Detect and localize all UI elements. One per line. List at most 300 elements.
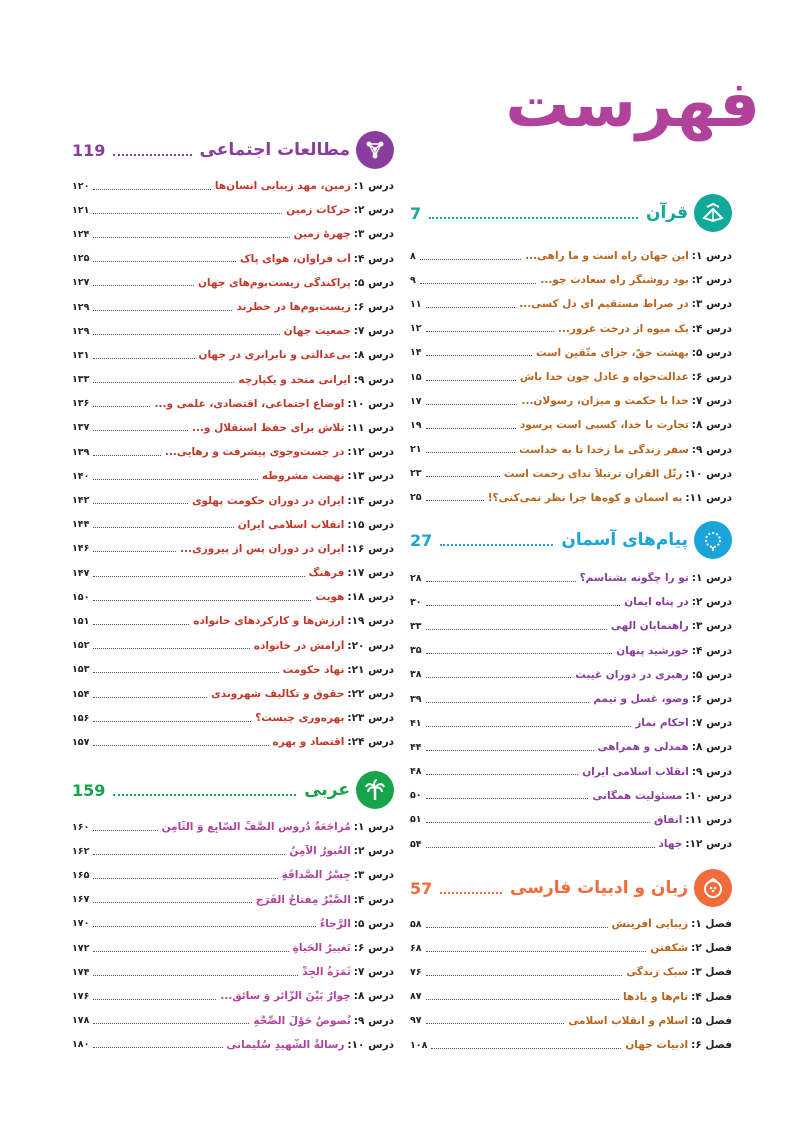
toc-leader-dots xyxy=(93,261,235,262)
toc-entry-title: اَلصَّبْرُ مِفتاحُ الْفَرَجِ xyxy=(255,893,351,906)
toc-entry[interactable] xyxy=(72,368,394,392)
toc-entry[interactable] xyxy=(72,730,394,754)
toc-leader-dots xyxy=(93,721,251,722)
page-title: فهرست xyxy=(505,68,760,142)
toc-entry-page: ۱۲۷ xyxy=(72,277,90,289)
toc-entry-page: ۲۳ xyxy=(410,468,422,480)
toc-entry-title: اسلام و انقلاب اسلامی xyxy=(568,1014,689,1027)
toc-leader-dots xyxy=(426,307,516,308)
toc-entry-label: فصل ۶: xyxy=(691,1039,732,1052)
toc-entry-title: جهاد xyxy=(658,838,683,851)
toc-entry-page: ۱۷۲ xyxy=(72,942,90,954)
toc-leader-dots xyxy=(426,380,516,381)
toc-leader-dots xyxy=(93,189,211,190)
toc-entry-label: درس ۵: xyxy=(691,668,732,681)
toc-entry-page: ۷۶ xyxy=(410,966,422,978)
toc-entry-title: نهاد حکومت xyxy=(282,663,345,676)
toc-entry-page: ۱۳۳ xyxy=(72,374,90,386)
toc-entry-title: در جست‌وجوی پیشرفت و رهایی... xyxy=(164,446,345,459)
toc-entry[interactable] xyxy=(410,832,732,856)
toc-entry[interactable] xyxy=(72,319,394,343)
toc-leader-dots xyxy=(93,951,288,952)
section-page-farsi: 57 xyxy=(410,878,433,898)
toc-entry[interactable] xyxy=(72,706,394,730)
toc-entry[interactable] xyxy=(410,341,732,365)
section-header-quran[interactable] xyxy=(410,191,732,235)
toc-entry-label: درس ۶: xyxy=(691,371,732,384)
toc-entry[interactable] xyxy=(410,566,732,590)
toc-leader-dots xyxy=(93,600,311,601)
toc-entry-page: ۵۸ xyxy=(410,918,422,930)
toc-entry-label: درس ۵: xyxy=(353,276,394,289)
toc-entry-title: انقلاب اسلامی ایران xyxy=(582,765,689,778)
toc-entry-title: ادبیات جهان xyxy=(625,1039,689,1052)
toc-leader-dots xyxy=(93,285,194,286)
toc-entry-label: درس ۸: xyxy=(353,990,394,1003)
toc-entry-page: ۱۷۶ xyxy=(72,990,90,1002)
toc-leader-dots xyxy=(93,430,188,431)
toc-leader-dots xyxy=(431,1048,621,1049)
toc-entry-title: جِسْرُ الصَّداقَةِ xyxy=(281,869,351,882)
toc-entry[interactable] xyxy=(72,609,394,633)
toc-entry-label: درس ۲: xyxy=(691,596,732,609)
section-leader-dots xyxy=(113,794,296,796)
toc-list-arabi xyxy=(72,815,394,1057)
toc-entry-label: درس ۱۷: xyxy=(347,567,394,580)
toc-entry-label: درس ۹: xyxy=(353,373,394,386)
toc-entry-page: ۱۲ xyxy=(410,323,422,335)
toc-entry[interactable] xyxy=(72,1033,394,1057)
toc-entry-label: درس ۲۲: xyxy=(347,688,394,701)
toc-entry-label: درس ۶: xyxy=(353,301,394,314)
toc-entry-page: ۱۶۰ xyxy=(72,821,90,833)
toc-entry-label: درس ۱۰: xyxy=(347,397,394,410)
toc-entry[interactable] xyxy=(410,389,732,413)
section-leader-dots xyxy=(440,892,502,894)
toc-entry-title: هویت xyxy=(315,591,345,604)
toc-leader-dots xyxy=(93,406,150,407)
toc-entry[interactable] xyxy=(72,174,394,198)
toc-leader-dots xyxy=(426,653,613,654)
toc-entry-page: ۱۳۹ xyxy=(72,446,90,458)
toc-entry-title: زمین، مهد زیبایی انسان‌ها xyxy=(214,180,351,193)
toc-leader-dots xyxy=(93,479,257,480)
toc-entry-page: ۱۰۸ xyxy=(410,1039,428,1051)
toc-leader-dots xyxy=(426,726,632,727)
toc-entry-title: به آسمان و کوه‌ها چرا نظر نمی‌کنی؟! xyxy=(487,491,683,504)
toc-entry-label: درس ۱۴: xyxy=(347,494,394,507)
toc-entry[interactable] xyxy=(72,295,394,319)
toc-entry-title: انفاق xyxy=(653,813,683,826)
toc-leader-dots xyxy=(426,847,655,848)
toc-entry-page: ۱۴۶ xyxy=(72,543,90,555)
toc-leader-dots xyxy=(93,576,304,577)
toc-entry[interactable] xyxy=(410,462,732,486)
toc-entry-title: مُراجَعَةُ دُروسِ الصَّفِّ السّابِعِ وَ الثّامِنِ xyxy=(161,821,351,834)
toc-entry-label: درس ۴: xyxy=(691,644,732,657)
toc-entry-title: ارزش‌ها و کارکردهای خانواده xyxy=(193,615,345,628)
toc-entry-label: درس ۱: xyxy=(353,821,394,834)
toc-entry[interactable] xyxy=(410,486,732,510)
toc-entry-label: درس ۳: xyxy=(353,869,394,882)
toc-entry-page: ۲۸ xyxy=(410,572,422,584)
toc-entry-page: ۱۲۰ xyxy=(72,180,90,192)
toc-entry-title: عدالت‌خواه و عادل چون خدا باش xyxy=(519,371,689,384)
toc-entry-page: ۴۱ xyxy=(410,717,422,729)
toc-entry[interactable] xyxy=(72,863,394,887)
toc-entry-page: ۱۲۱ xyxy=(72,204,90,216)
toc-entry-label: درس ۷: xyxy=(691,395,732,408)
toc-entry-title: حرکات زمین xyxy=(286,204,351,217)
toc-entry-label: درس ۳: xyxy=(353,228,394,241)
toc-entry[interactable] xyxy=(72,271,394,295)
toc-leader-dots xyxy=(426,677,572,678)
toc-entry-title: تجارت با خدا، کسبی است پرسود xyxy=(519,419,689,432)
toc-entry-page: ۴۴ xyxy=(410,741,422,753)
section-leader-dots xyxy=(113,154,191,156)
toc-entry[interactable] xyxy=(72,1009,394,1033)
pomegranate-icon xyxy=(694,869,732,907)
toc-entry-title: راهنمایان الهی xyxy=(611,620,689,633)
toc-entry-title: اوضاع اجتماعی، اقتصادی، علمی و... xyxy=(154,397,345,410)
toc-leader-dots xyxy=(426,975,623,976)
toc-leader-dots xyxy=(93,213,282,214)
toc-entry-label: درس ۲۰: xyxy=(347,639,394,652)
toc-leader-dots xyxy=(420,283,537,284)
toc-leader-dots xyxy=(93,455,161,456)
toc-entry-title: رتّل القرآن ترتیلاً ندای رحمت است xyxy=(503,467,683,480)
toc-entry-label: درس ۳: xyxy=(691,620,732,633)
toc-entry-page: ۳۰ xyxy=(410,596,422,608)
toc-entry-title: نُصوصٌ حَوْلَ الصِّحَّةِ xyxy=(253,1014,351,1027)
toc-entry-page: ۱۲۹ xyxy=(72,325,90,337)
toc-entry-title: وضو، غسل و تیمم xyxy=(593,693,689,706)
section-header-arabi[interactable] xyxy=(72,768,394,812)
toc-entry-label: درس ۱۸: xyxy=(347,591,394,604)
toc-entry-title: آب فراوان، هوای پاک xyxy=(239,252,351,265)
toc-entry[interactable] xyxy=(72,888,394,912)
toc-entry-title: در صراط مستقیم ای دل کسی... xyxy=(519,298,689,311)
toc-list-quran xyxy=(410,244,732,510)
toc-entry-page: ۱۶۲ xyxy=(72,845,90,857)
toc-entry-label: درس ۵: xyxy=(691,346,732,359)
section-title-motaleat: مطالعات اجتماعی xyxy=(199,140,350,160)
toc-entry-title: بهره‌وری چیست؟ xyxy=(255,712,345,725)
toc-entry-page: ۱۴۴ xyxy=(72,519,90,531)
toc-entry-page: ۱۷۰ xyxy=(72,918,90,930)
toc-leader-dots xyxy=(426,355,532,356)
toc-leader-dots xyxy=(426,629,607,630)
toc-entry[interactable] xyxy=(410,639,732,663)
toc-leader-dots xyxy=(93,237,289,238)
toc-entry-label: درس ۱۱: xyxy=(685,813,732,826)
toc-entry-label: درس ۱۲: xyxy=(685,838,732,851)
toc-leader-dots xyxy=(426,951,647,952)
toc-entry[interactable] xyxy=(72,343,394,367)
toc-leader-dots xyxy=(426,404,518,405)
toc-entry[interactable] xyxy=(410,784,732,808)
toc-entry-label: درس ۱۲: xyxy=(347,446,394,459)
toc-entry-label: درس ۱۰: xyxy=(685,467,732,480)
toc-entry[interactable] xyxy=(410,960,732,984)
toc-entry-title: سفر زندگی ما زخدا تا به خداست xyxy=(519,443,689,456)
toc-leader-dots xyxy=(426,452,515,453)
toc-entry-page: ۱۷۸ xyxy=(72,1015,90,1027)
toc-entry[interactable] xyxy=(410,711,732,735)
toc-entry-page: ۱۴ xyxy=(410,347,422,359)
toc-entry[interactable] xyxy=(410,1009,732,1033)
toc-entry-label: درس ۹: xyxy=(691,765,732,778)
toc-entry-page: ۹ xyxy=(410,274,416,286)
toc-entry[interactable] xyxy=(410,614,732,638)
toc-leader-dots xyxy=(426,750,594,751)
toc-entry[interactable] xyxy=(72,960,394,984)
toc-entry[interactable] xyxy=(410,808,732,832)
toc-entry-label: درس ۹: xyxy=(691,443,732,456)
toc-entry-page: ۱۷ xyxy=(410,395,422,407)
toc-entry-label: درس ۴: xyxy=(691,322,732,335)
toc-entry[interactable] xyxy=(410,912,732,936)
toc-leader-dots xyxy=(93,624,189,625)
right-column xyxy=(410,0,732,1138)
toc-leader-dots xyxy=(93,310,232,311)
toc-entry[interactable] xyxy=(72,912,394,936)
toc-entry-title: رهبری در دوران غیبت xyxy=(575,668,689,681)
toc-entry-title: ثَمَرَةُ الْجِدِّ xyxy=(302,966,351,979)
toc-leader-dots xyxy=(93,334,279,335)
toc-leader-dots xyxy=(93,878,277,879)
toc-leader-dots xyxy=(93,999,216,1000)
toc-entry-page: ۱۵۰ xyxy=(72,591,90,603)
toc-entry[interactable] xyxy=(410,590,732,614)
toc-entry-title: خورشید پنهان xyxy=(616,644,689,657)
toc-entry-label: درس ۴: xyxy=(353,893,394,906)
toc-entry-label: درس ۸: xyxy=(691,419,732,432)
toc-entry[interactable] xyxy=(410,244,732,268)
toc-leader-dots xyxy=(93,926,315,927)
toc-entry[interactable] xyxy=(72,488,394,512)
toc-leader-dots xyxy=(426,774,579,775)
toc-leader-dots xyxy=(420,259,521,260)
toc-entry[interactable] xyxy=(410,735,732,759)
toc-entry-label: فصل ۳: xyxy=(691,966,732,979)
toc-entry[interactable] xyxy=(410,365,732,389)
toc-entry-label: درس ۶: xyxy=(691,693,732,706)
toc-entry[interactable] xyxy=(72,658,394,682)
section-title-farsi: زبان و ادبیات فارسی xyxy=(510,878,688,898)
toc-entry-title: شکفتن xyxy=(650,942,689,955)
toc-entry[interactable] xyxy=(410,438,732,462)
toc-entry-page: ۵۴ xyxy=(410,838,422,850)
toc-entry[interactable] xyxy=(410,687,732,711)
toc-entry-page: ۸۷ xyxy=(410,991,422,1003)
toc-entry-page: ۱۳۱ xyxy=(72,349,90,361)
toc-entry-label: درس ۸: xyxy=(691,741,732,754)
toc-entry[interactable] xyxy=(410,663,732,687)
section-header-payam[interactable] xyxy=(410,518,732,562)
toc-entry[interactable] xyxy=(72,537,394,561)
toc-entry-title: ایرانی متحد و یکپارچه xyxy=(238,373,351,386)
toc-leader-dots xyxy=(93,902,251,903)
toc-entry[interactable] xyxy=(72,984,394,1008)
toc-entry-title: یک میوه از درخت غرور... xyxy=(557,322,689,335)
toc-entry-page: ۱۹ xyxy=(410,419,422,431)
toc-entry-label: فصل ۵: xyxy=(691,1014,732,1027)
toc-entry[interactable] xyxy=(72,815,394,839)
toc-leader-dots xyxy=(93,672,278,673)
toc-list-payam xyxy=(410,566,732,856)
toc-leader-dots xyxy=(426,581,576,582)
toc-entry-page: ۱۵۴ xyxy=(72,688,90,700)
toc-entry-label: درس ۷: xyxy=(353,325,394,338)
toc-entry-page: ۳۳ xyxy=(410,620,422,632)
toc-entry-page: ۱۴۷ xyxy=(72,567,90,579)
toc-entry-title: اَلْعُبورُ الْآمِنُ xyxy=(289,845,351,858)
toc-entry-title: مسئولیت همگانی xyxy=(592,789,683,802)
section-page-quran: 7 xyxy=(410,203,422,223)
toc-leader-dots xyxy=(426,702,590,703)
toc-entry-label: درس ۱۶: xyxy=(347,542,394,555)
toc-entry-title: احکام نماز xyxy=(635,717,689,730)
toc-entry[interactable] xyxy=(410,268,732,292)
toc-entry[interactable] xyxy=(410,292,732,316)
section-title-payam: پیام‌های آسمان xyxy=(561,530,688,550)
toc-entry[interactable] xyxy=(72,440,394,464)
toc-list-motaleat xyxy=(72,174,394,755)
toc-entry[interactable] xyxy=(72,839,394,863)
toc-entry-page: ۱۴۰ xyxy=(72,470,90,482)
toc-entry-label: درس ۱۰: xyxy=(347,1038,394,1051)
toc-entry-page: ۹۷ xyxy=(410,1015,422,1027)
toc-entry-label: درس ۱: xyxy=(691,250,732,263)
toc-entry-page: ۱۳۶ xyxy=(72,398,90,410)
section-page-motaleat: 119 xyxy=(72,140,106,160)
toc-leader-dots xyxy=(93,830,157,831)
left-column xyxy=(72,0,394,1138)
toc-entry-page: ۳۸ xyxy=(410,669,422,681)
toc-entry[interactable] xyxy=(72,585,394,609)
toc-leader-dots xyxy=(426,798,589,799)
toc-entry-label: درس ۲۱: xyxy=(347,663,394,676)
toc-leader-dots xyxy=(426,1023,565,1024)
toc-entry[interactable] xyxy=(72,198,394,222)
toc-entry[interactable] xyxy=(72,634,394,658)
toc-entry-title: این جهان راه است و ما راهی... xyxy=(525,250,689,263)
toc-entry[interactable] xyxy=(410,936,732,960)
toc-entry-page: ۱۵۳ xyxy=(72,664,90,676)
toc-entry-page: ۱۱ xyxy=(410,298,422,310)
toc-entry-page: ۴۸ xyxy=(410,766,422,778)
toc-entry[interactable] xyxy=(410,985,732,1009)
toc-entry-title: ایران در دوران پس از پیروزی... xyxy=(180,542,345,555)
toc-leader-dots xyxy=(93,358,194,359)
toc-leader-dots xyxy=(93,745,268,746)
toc-entry-label: درس ۱: xyxy=(691,572,732,585)
toc-entry[interactable] xyxy=(410,1033,732,1057)
prayer-beads-icon xyxy=(694,521,732,559)
toc-entry-title: همدلی و همراهی xyxy=(597,741,689,754)
toc-leader-dots xyxy=(426,331,554,332)
toc-leader-dots xyxy=(426,822,650,823)
toc-entry-label: درس ۲: xyxy=(353,204,394,217)
toc-entry-label: درس ۱۰: xyxy=(685,789,732,802)
toc-entry-page: ۳۹ xyxy=(410,693,422,705)
toc-leader-dots xyxy=(93,1023,249,1024)
toc-entry-label: درس ۱: xyxy=(353,180,394,193)
toc-entry-page: ۲۵ xyxy=(410,492,422,504)
toc-entry-label: درس ۹: xyxy=(353,1014,394,1027)
toc-entry-label: درس ۱۵: xyxy=(347,518,394,531)
toc-entry-title: در پناه ایمان xyxy=(624,596,689,609)
toc-entry-label: فصل ۱: xyxy=(691,918,732,931)
toc-entry-page: ۱۷۴ xyxy=(72,966,90,978)
toc-entry-title: فرهنگ xyxy=(308,567,345,580)
toc-entry-label: درس ۲۴: xyxy=(347,736,394,749)
toc-leader-dots xyxy=(93,697,207,698)
section-header-motaleat[interactable] xyxy=(72,128,394,172)
toc-entry[interactable] xyxy=(72,464,394,488)
toc-entry[interactable] xyxy=(410,317,732,341)
toc-entry-page: ۱۵۲ xyxy=(72,640,90,652)
toc-entry-page: ۶۸ xyxy=(410,942,422,954)
section-page-arabi: 159 xyxy=(72,780,106,800)
toc-entry[interactable] xyxy=(72,247,394,271)
toc-entry-page: ۱۳۷ xyxy=(72,422,90,434)
toc-entry-page: ۵۰ xyxy=(410,790,422,802)
toc-entry[interactable] xyxy=(72,936,394,960)
toc-leader-dots xyxy=(426,500,484,501)
toc-entry[interactable] xyxy=(72,682,394,706)
toc-entry-page: ۱۸۰ xyxy=(72,1039,90,1051)
toc-leader-dots xyxy=(426,927,608,928)
toc-entry[interactable] xyxy=(72,416,394,440)
toc-entry-label: درس ۲: xyxy=(353,845,394,858)
toc-entry-label: درس ۲۳: xyxy=(347,712,394,725)
toc-entry[interactable] xyxy=(72,561,394,585)
section-leader-dots xyxy=(429,217,638,219)
toc-entry-title: آرامش در خانواده xyxy=(253,639,345,652)
toc-leader-dots xyxy=(93,1047,222,1048)
toc-entry-title: تَغییرُ الْحَیاةِ xyxy=(292,942,351,955)
toc-entry-page: ۳۵ xyxy=(410,645,422,657)
toc-entry[interactable] xyxy=(410,760,732,784)
toc-leader-dots xyxy=(93,527,233,528)
toc-entry[interactable] xyxy=(72,222,394,246)
toc-entry-title: بود روشنگر راه سعادت چو... xyxy=(540,274,689,287)
toc-leader-dots xyxy=(93,854,285,855)
toc-entry[interactable] xyxy=(72,392,394,416)
toc-entry-page: ۱۶۷ xyxy=(72,894,90,906)
palm-tree-icon xyxy=(356,771,394,809)
toc-entry-page: ۱۴۲ xyxy=(72,495,90,507)
toc-entry-title: بهشت حقّ، جزای متّقین است xyxy=(536,346,689,359)
toc-entry-title: حقوق و تکالیف شهروندی xyxy=(211,688,345,701)
toc-entry-title: رِسالَةُ الشَّهیدِ سُلَیمانی xyxy=(226,1038,345,1051)
toc-entry-title: پراکندگی زیست‌بوم‌های جهان xyxy=(197,276,351,289)
toc-entry-title: سبک زندگی xyxy=(626,966,689,979)
toc-entry-page: ۸ xyxy=(410,250,416,262)
toc-entry-title: نهضت مشروطه xyxy=(261,470,345,483)
toc-entry[interactable] xyxy=(410,413,732,437)
toc-entry[interactable] xyxy=(72,513,394,537)
toc-entry-label: درس ۶: xyxy=(353,942,394,955)
section-header-farsi[interactable] xyxy=(410,866,732,910)
section-leader-dots xyxy=(440,544,553,546)
toc-entry-title: تو را چگونه بشناسم؟ xyxy=(579,572,689,585)
toc-entry-label: درس ۷: xyxy=(691,717,732,730)
toc-entry-page: ۱۵۶ xyxy=(72,712,90,724)
toc-entry-page: ۵۱ xyxy=(410,814,422,826)
